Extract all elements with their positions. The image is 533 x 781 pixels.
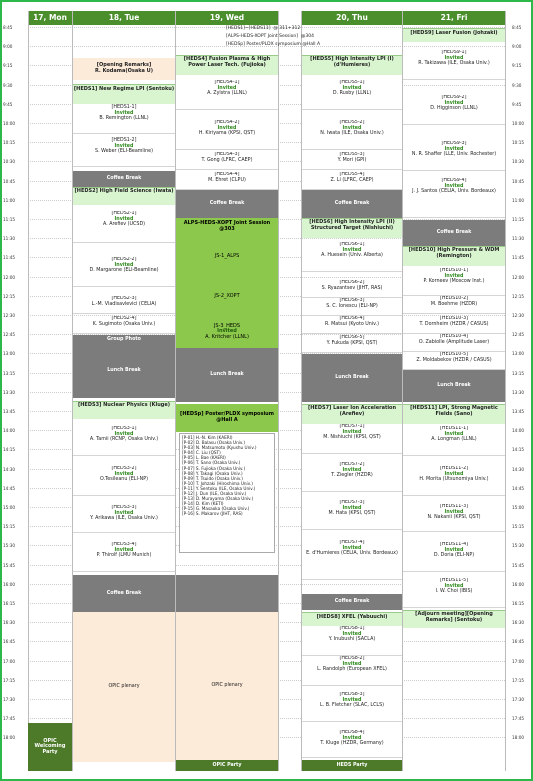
time-label: 11:30 [3, 236, 16, 242]
time-label: 18:00 [512, 735, 525, 741]
time-label: 12:45 [3, 332, 16, 338]
talk-heds9-3: [HEDS9-3] Invited N. R. Shaffer (LLE, Univ. Rochester) [403, 141, 505, 171]
time-label: 11:00 [3, 197, 16, 203]
session-heds5: [HEDS5] High Intensity LPI (I) (d'Humieres) [302, 55, 402, 75]
venue-note: [HEDS1]~[HEDS11] @ 311+312 [ALPS-HEDS-XOPT Joint Session] @304 [HEDSp] Poster/PLDX symposium @Hall A [226, 26, 321, 47]
talk-heds10-3: [HEDS10-3] T. Dornheim (HZDR / CASUS) [403, 316, 505, 334]
time-label: 14:30 [3, 466, 16, 472]
time-label: 13:45 [512, 409, 525, 414]
time-label: 15:00 [512, 505, 525, 510]
gray-block [176, 575, 278, 612]
poster-item: [P-04] C. Liu (QST) [182, 450, 221, 456]
time-label: 13:45 [3, 409, 16, 414]
time-label: 12:15 [3, 293, 16, 299]
time-label: 14:00 [3, 428, 16, 434]
session-heds1: [HEDS1] New Regime LPI (Sentoku) [73, 84, 175, 104]
poster-item: [P-10] T. Johzaki (Hiroshima Univ.) [182, 480, 253, 486]
session-heds6: [HEDS6] High Intensity LPI (II) Structured Target (Nishiuchi) [302, 218, 402, 238]
opening-remarks: [Opening Remarks] R. Kodama(Osaka U) [73, 58, 175, 80]
time-label: 15:15 [3, 524, 16, 530]
talk-heds3-1: [HEDS3-1] Invited A. Tamii (RCNP, Osaka Univ.) [73, 426, 175, 456]
time-label: 10:00 [512, 121, 525, 126]
time-label: 13:15 [512, 370, 525, 376]
talk-heds9-1: [HEDS9-1] Invited R. Takizawa (ILE, Osaka Univ.) [403, 50, 505, 80]
time-label: 13:30 [3, 389, 16, 395]
poster-item: [P-16] S. Makarov (JIHT, RAS) [182, 511, 243, 517]
poster-item: [P-12] J. Dun (ILE, Osaka Univ.) [182, 491, 247, 497]
time-label: 15:30 [3, 543, 16, 549]
joint-session-header: ALPS-HEDS-XOPT Joint Session @303 [176, 218, 278, 236]
coffee-break: Coffee Break [302, 594, 402, 610]
time-label: 13:00 [3, 351, 16, 357]
talk-heds2-1: [HEDS2-1] Invited A. Arefiev (UCSD) [73, 211, 175, 243]
talk-heds4-2: [HEDS4-2] Invited H. Kiriyama (KPSI, QST) [176, 120, 278, 150]
time-label: 9:00 [512, 44, 522, 50]
time-label: 12:30 [512, 313, 525, 318]
time-label: 9:00 [3, 44, 13, 50]
session-heds4: [HEDS4] Fusion Plasma & High Power Laser Tech. (Fujioka) [176, 55, 278, 75]
time-label: 14:15 [3, 447, 16, 453]
talk-heds6-1: [HEDS6-1] Invited A. Huesein (Univ. Alberta) [302, 242, 402, 272]
time-label: 17:30 [512, 697, 525, 702]
time-label: 16:30 [3, 620, 16, 626]
time-label: 12:15 [512, 293, 525, 299]
day-header-mon: 17, Mon [28, 11, 72, 25]
talk-heds11-1: [HEDS11-1] Invited A. Longman (LLNL) [403, 426, 505, 456]
time-label: 12:00 [512, 274, 525, 280]
poster-item: [P-07] S. Fujioka (Osaka Univ.) [182, 465, 246, 471]
day-header-fri: 21, Fri [403, 11, 505, 25]
talk-heds5-3: [HEDS5-3] Y. Mori (GPI) [302, 152, 402, 170]
joint-session-xopt: JS-2_XOPT [176, 278, 278, 316]
poster-item: [P-09] T. Tsuido (Osaka Univ.) [182, 475, 243, 481]
closing-remarks: [Adjourn meeting][Opening Remarks] (Sentoku) [403, 610, 505, 628]
talk-heds10-2: [HEDS10-2] M. Boehme (HZDR) [403, 296, 505, 314]
time-label: 13:30 [512, 389, 525, 395]
talk-heds5-4: [HEDS5-4] Z. Li (LFRC, CAEP) [302, 172, 402, 190]
time-label: 9:30 [3, 82, 13, 88]
poster-item: [P-15] G. Masaoka (Osaka Univ.) [182, 506, 250, 512]
time-label: 15:15 [512, 524, 525, 530]
time-label: 16:30 [512, 620, 525, 626]
talk-heds1-1: [HEDS1-1] Invited B. Remington (LLNL) [73, 104, 175, 134]
lunch-break: Lunch Break [403, 370, 505, 402]
time-label: 10:45 [512, 178, 525, 184]
time-label: 10:00 [3, 121, 16, 126]
joint-session-heds: JS-3_HEDS Invited A. Kritcher (LLNL) [176, 316, 278, 348]
talk-heds5-2: [HEDS5-2] Invited N. Iwata (ILE, Osaka Univ.) [302, 120, 402, 150]
opic-party: OPIC Party [176, 760, 278, 771]
group-photo: Group Photo [73, 335, 175, 344]
talk-heds10-5: [HEDS10-5] Z. Moldabekov (HZDR / CASUS) [403, 352, 505, 370]
poster-item: [P-05] L. Bae (KAERI) [182, 455, 226, 461]
talk-heds6-3: [HEDS6-3] S. C. Ionescu (ELI-NP) [302, 298, 402, 316]
poster-item: [P-14] D. Kim (KETI) [182, 501, 224, 507]
talk-heds3-3: [HEDS3-3] Invited Y. Arikawa (ILE, Osaka Univ.) [73, 505, 175, 533]
opic-plenary: OPIC plenary [73, 612, 175, 762]
session-heds2: [HEDS2] High Field Science (Iwata) [73, 187, 175, 205]
talk-heds9-2: [HEDS9-2] Invited D. Higginson (LLNL) [403, 95, 505, 125]
talk-heds4-4: [HEDS4-4] M. Ehret (CLPU) [176, 172, 278, 190]
welcoming-party: OPIC Welcoming Party [28, 723, 72, 771]
talk-heds7-4: [HEDS7-4] Invited E. d'Humieres (CELIA, Univ. Bordeaux) [302, 540, 402, 580]
time-label: 10:15 [3, 140, 16, 146]
time-label: 16:45 [3, 639, 16, 645]
day-header-wed: 19, Wed [176, 11, 278, 25]
day-header-thu: 20, Thu [302, 11, 402, 25]
talk-heds4-1: [HEDS4-1] Invited A. Zylstra (LLNL) [176, 80, 278, 110]
talk-heds7-2: [HEDS7-2] Invited T. Ziegler (HZDR) [302, 462, 402, 492]
time-label: 13:00 [512, 351, 525, 357]
talk-heds2-3: [HEDS2-3] L.-M. Vladisavlevici (CELIA) [73, 296, 175, 314]
talk-heds8-2: [HEDS8-2] Invited L. Randolph (European XFEL) [302, 656, 402, 686]
session-heds10: [HEDS10] High Pressure & WDM (Remington) [403, 246, 505, 266]
talk-heds4-3: [HEDS4-3] T. Gong (LFRC, CAEP) [176, 152, 278, 170]
time-label: 10:30 [512, 159, 525, 165]
time-label: 9:45 [3, 101, 13, 107]
time-label: 16:00 [3, 581, 16, 587]
talk-heds11-3: [HEDS11-3] Invited N. Nakanii (KPSI, QST) [403, 504, 505, 532]
time-label: 17:15 [3, 677, 16, 683]
time-label: 12:00 [3, 274, 16, 280]
session-heds9: [HEDS9] Laser Fusion (Johzaki) [403, 28, 505, 42]
poster-session-header: [HEDSp] Poster/PLDX symposium @Hall A [176, 404, 278, 432]
lunch-break: Lunch Break [73, 344, 175, 398]
time-label: 17:30 [3, 697, 16, 702]
talk-heds6-2: [HEDS6-2] S. Ryazantsev (JIHT, RAS) [302, 280, 402, 298]
joint-session-alps: JS-1_ALPS [176, 236, 278, 278]
time-label: 9:45 [512, 101, 522, 107]
coffee-break: Coffee Break [403, 220, 505, 246]
time-label: 14:00 [512, 428, 525, 434]
talk-heds3-4: [HEDS3-4] Invited P. Thirolf (LMU Munich) [73, 542, 175, 572]
talk-heds11-4: [HEDS11-4] Invited D. Doria (ELI-NP) [403, 542, 505, 572]
talk-heds2-2: [HEDS2-2] Invited D. Margarone (ELI-Beamline) [73, 257, 175, 287]
time-label: 14:45 [512, 485, 525, 491]
talk-heds7-3: [HEDS7-3] Invited M. Hata (KPSI, QST) [302, 500, 402, 530]
time-label: 11:15 [512, 217, 525, 222]
talk-heds11-2: [HEDS11-2] Invited H. Morita (Utsunomiya Univ.) [403, 466, 505, 496]
column-divider [505, 11, 506, 771]
time-label: 9:15 [3, 63, 13, 69]
time-label: 16:00 [512, 581, 525, 587]
poster-item: [P-11] Y. Sentoku (ILE, Osaka Univ.) [182, 485, 256, 491]
time-label: 11:15 [3, 217, 16, 222]
lunch-break: Lunch Break [302, 354, 402, 402]
time-label: 17:45 [3, 716, 16, 722]
time-label: 15:45 [512, 562, 525, 568]
time-label: 17:00 [3, 658, 16, 664]
talk-heds5-1: [HEDS5-1] Invited D. Rusby (LLNL) [302, 80, 402, 110]
session-heds11: [HEDS11] LPI, Strong Magnetic Fields (Sano) [403, 404, 505, 424]
talk-heds9-4: [HEDS9-4] Invited J. J. Santos (CELIA, Univ. Bordeaux) [403, 178, 505, 218]
poster-item: [P-01] H.-N. Kim (KAERI) [182, 435, 233, 440]
time-label: 12:45 [512, 332, 525, 338]
poster-list [179, 433, 275, 553]
day-header-tue: 18, Tue [73, 11, 175, 25]
time-label: 9:30 [512, 82, 522, 88]
time-label: 16:45 [512, 639, 525, 645]
talk-heds10-4: [HEDS10-4] O. Zabiolle (Amplitude Laser) [403, 334, 505, 352]
time-label: 15:30 [512, 543, 525, 549]
time-label: 10:30 [3, 159, 16, 165]
session-heds7: [HEDS7] Laser Ion Acceleration (Arefiev) [302, 404, 402, 424]
time-label: 14:15 [512, 447, 525, 453]
talk-heds8-4: [HEDS8-4] Invited T. Kluge (HZDR, Germany) [302, 730, 402, 758]
time-label: 8:45 [512, 25, 522, 30]
time-label: 17:15 [512, 677, 525, 683]
time-label: 11:30 [512, 236, 525, 242]
time-label: 11:00 [512, 197, 525, 203]
talk-heds11-5: [HEDS11-5] Invited I. W. Choi (IBIS) [403, 578, 505, 608]
coffee-break: Coffee Break [302, 190, 402, 218]
column-divider [28, 11, 29, 771]
poster-item: [P-06] T. Sano (Osaka Univ.) [182, 460, 241, 466]
time-label: 10:45 [3, 178, 16, 184]
time-label: 16:15 [3, 601, 16, 606]
session-heds8: [HEDS8] XFEL (Yabuuchi) [302, 612, 402, 626]
talk-heds10-1: [HEDS10-1] Invited P. Korneev (Moscow Inst.) [403, 268, 505, 296]
poster-item: [P-02] D. Balasu (Osaka Univ.) [182, 440, 246, 446]
column-divider [278, 11, 279, 771]
poster-item: [P-08] Y. Takagi (Osaka Univ.) [182, 470, 243, 476]
poster-item: [P-13] D. Murayama (Osaka Univ.) [182, 496, 254, 502]
coffee-break: Coffee Break [73, 171, 175, 187]
talk-heds7-1: [HEDS7-1] Invited M. Nishiuchi (KPSI, QST) [302, 424, 402, 454]
time-label: 18:00 [3, 735, 16, 741]
time-label: 12:30 [3, 313, 16, 318]
talk-heds1-2: [HEDS1-2] Invited S. Weber (ELI-Beamline) [73, 137, 175, 167]
time-label: 10:15 [512, 140, 525, 146]
time-label: 8:45 [3, 25, 13, 30]
heds-party: HEDS Party [302, 760, 402, 771]
talk-heds6-4: [HEDS6-4] R. Matsui (Kyoto Univ.) [302, 316, 402, 334]
time-label: 17:45 [512, 716, 525, 722]
time-label: 9:15 [512, 63, 522, 69]
lunch-break: Lunch Break [176, 348, 278, 402]
coffee-break: Coffee Break [73, 575, 175, 612]
time-label: 14:30 [512, 466, 525, 472]
talk-heds2-4: [HEDS2-4] K. Sugimoto (Osaka Univ.) [73, 316, 175, 334]
opic-plenary: OPIC plenary [176, 612, 278, 760]
talk-heds8-1: [HEDS8-1] Invited Y. Inubushi (SACLA) [302, 626, 402, 656]
poster-item: [P-03] N. Matsumoto (Kyushu Univ.) [182, 445, 257, 451]
time-label: 16:15 [512, 601, 525, 606]
time-label: 15:45 [3, 562, 16, 568]
time-label: 13:15 [3, 370, 16, 376]
coffee-break: Coffee Break [176, 190, 278, 218]
time-label: 11:45 [3, 255, 16, 261]
talk-heds8-3: [HEDS8-3] Invited L. B. Fletcher (SLAC, LCLS) [302, 692, 402, 722]
time-label: 11:45 [512, 255, 525, 261]
time-label: 14:45 [3, 485, 16, 491]
talk-heds3-2: [HEDS3-2] Invited O.Tesileanu (ELI-NP) [73, 466, 175, 496]
talk-heds6-5: [HEDS6-5] Y. Fukuda (KPSI, QST) [302, 335, 402, 353]
time-label: 15:00 [3, 505, 16, 510]
session-heds3: [HEDS3] Nuclear Physics (Kluge) [73, 401, 175, 419]
time-label: 17:00 [512, 658, 525, 664]
